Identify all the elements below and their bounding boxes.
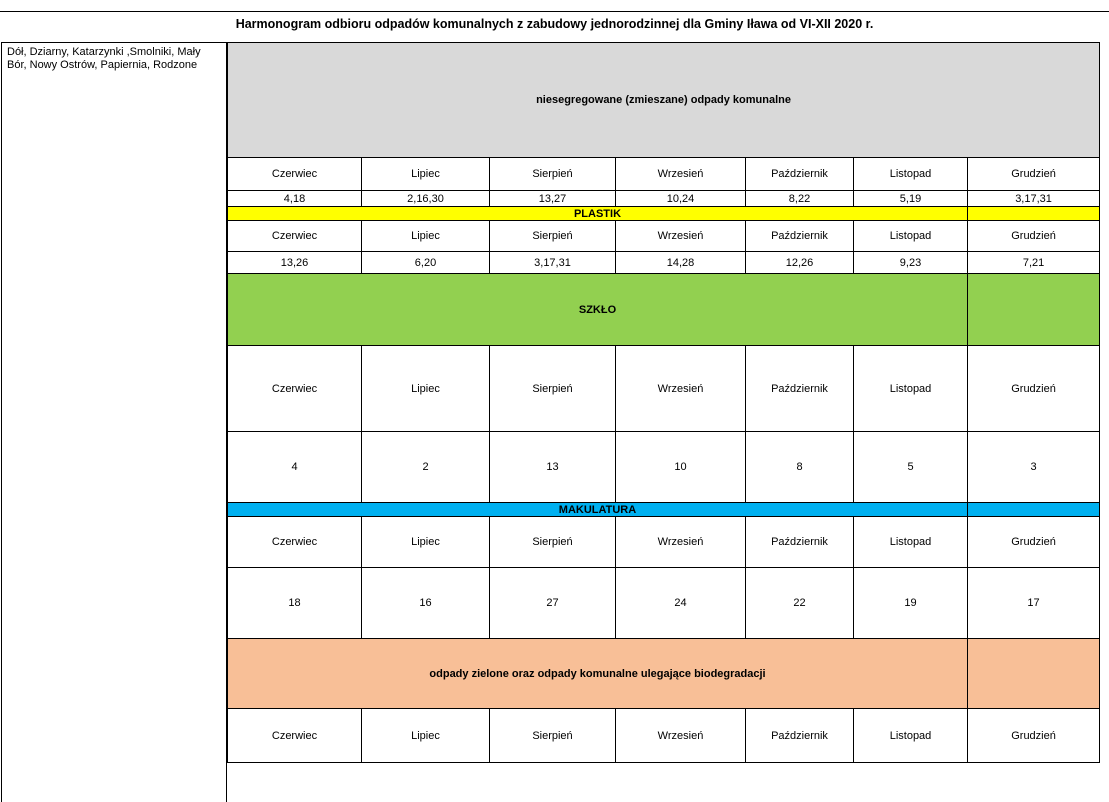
month-cell: Czerwiec <box>228 709 362 763</box>
section-label-mixed: niesegregowane (zmieszane) odpady komunalne <box>228 43 1100 158</box>
date-cell: 19 <box>854 568 968 639</box>
locations-text: Dół, Dziarny, Katarzynki ,Smolniki, Mały Bór, Nowy Ostrów, Papiernia, Rodzone <box>7 46 201 71</box>
month-cell: Lipiec <box>362 517 490 568</box>
month-cell: Październik <box>746 517 854 568</box>
date-cell: 18 <box>228 568 362 639</box>
month-cell: Czerwiec <box>228 221 362 252</box>
month-cell: Lipiec <box>362 221 490 252</box>
month-cell: Październik <box>746 346 854 432</box>
month-cell: Sierpień <box>490 221 616 252</box>
section-plastic-header <box>228 207 1100 221</box>
months-row-paper <box>228 517 1100 568</box>
date-cell: 22 <box>746 568 854 639</box>
date-cell: 12,26 <box>746 252 854 274</box>
section-spacer <box>968 274 1100 346</box>
section-bio-header <box>228 639 1100 709</box>
month-cell: Czerwiec <box>228 158 362 191</box>
month-cell: Sierpień <box>490 346 616 432</box>
month-cell: Czerwiec <box>228 517 362 568</box>
month-cell: Sierpień <box>490 709 616 763</box>
date-cell: 4 <box>228 432 362 503</box>
section-paper-header <box>228 503 1100 517</box>
month-cell: Wrzesień <box>616 709 746 763</box>
section-label-glass: SZKŁO <box>228 274 968 346</box>
months-row-glass <box>228 346 1100 432</box>
month-cell: Listopad <box>854 517 968 568</box>
date-cell: 14,28 <box>616 252 746 274</box>
top-rule <box>0 11 1109 12</box>
month-cell: Wrzesień <box>616 346 746 432</box>
month-cell: Grudzień <box>968 517 1100 568</box>
date-cell: 6,20 <box>362 252 490 274</box>
date-cell: 13 <box>490 432 616 503</box>
dates-row-plastic <box>228 252 1100 274</box>
month-cell: Grudzień <box>968 158 1100 191</box>
date-cell: 9,23 <box>854 252 968 274</box>
date-cell: 4,18 <box>228 191 362 207</box>
section-spacer <box>968 639 1100 709</box>
month-cell: Wrzesień <box>616 517 746 568</box>
month-cell: Lipiec <box>362 709 490 763</box>
month-cell: Grudzień <box>968 709 1100 763</box>
dates-row-paper <box>228 568 1100 639</box>
locations-column <box>1 42 227 802</box>
month-cell: Lipiec <box>362 346 490 432</box>
date-cell: 8,22 <box>746 191 854 207</box>
dates-row-mixed <box>228 191 1100 207</box>
month-cell: Grudzień <box>968 221 1100 252</box>
month-cell: Październik <box>746 158 854 191</box>
section-label-plastic: PLASTIK <box>228 207 968 221</box>
date-cell: 3,17,31 <box>490 252 616 274</box>
month-cell: Wrzesień <box>616 221 746 252</box>
month-cell: Listopad <box>854 346 968 432</box>
date-cell: 13,27 <box>490 191 616 207</box>
date-cell: 3 <box>968 432 1100 503</box>
date-cell: 2,16,30 <box>362 191 490 207</box>
month-cell: Październik <box>746 221 854 252</box>
section-mixed-header <box>228 43 1100 158</box>
month-cell: Czerwiec <box>228 346 362 432</box>
month-cell: Listopad <box>854 709 968 763</box>
date-cell: 3,17,31 <box>968 191 1100 207</box>
date-cell: 17 <box>968 568 1100 639</box>
date-cell: 5 <box>854 432 968 503</box>
schedule-table <box>227 42 1100 763</box>
date-cell: 8 <box>746 432 854 503</box>
months-row-bio <box>228 709 1100 763</box>
section-label-paper: MAKULATURA <box>228 503 968 517</box>
document-title: Harmonogram odbioru odpadów komunalnych z zabudowy jednorodzinnej dla Gminy Iława od VI-XII 2020 r. <box>235 17 874 31</box>
month-cell: Grudzień <box>968 346 1100 432</box>
date-cell: 10 <box>616 432 746 503</box>
months-row-plastic <box>228 221 1100 252</box>
date-cell: 10,24 <box>616 191 746 207</box>
date-cell: 27 <box>490 568 616 639</box>
date-cell: 16 <box>362 568 490 639</box>
dates-row-glass <box>228 432 1100 503</box>
section-glass-header <box>228 274 1100 346</box>
date-cell: 24 <box>616 568 746 639</box>
section-label-bio: odpady zielone oraz odpady komunalne ulegające biodegradacji <box>228 639 968 709</box>
section-spacer <box>968 503 1100 517</box>
month-cell: Sierpień <box>490 517 616 568</box>
date-cell: 2 <box>362 432 490 503</box>
month-cell: Listopad <box>854 221 968 252</box>
months-row-mixed <box>228 158 1100 191</box>
month-cell: Sierpień <box>490 158 616 191</box>
month-cell: Listopad <box>854 158 968 191</box>
month-cell: Październik <box>746 709 854 763</box>
date-cell: 13,26 <box>228 252 362 274</box>
date-cell: 5,19 <box>854 191 968 207</box>
month-cell: Lipiec <box>362 158 490 191</box>
section-spacer <box>968 207 1100 221</box>
month-cell: Wrzesień <box>616 158 746 191</box>
date-cell: 7,21 <box>968 252 1100 274</box>
